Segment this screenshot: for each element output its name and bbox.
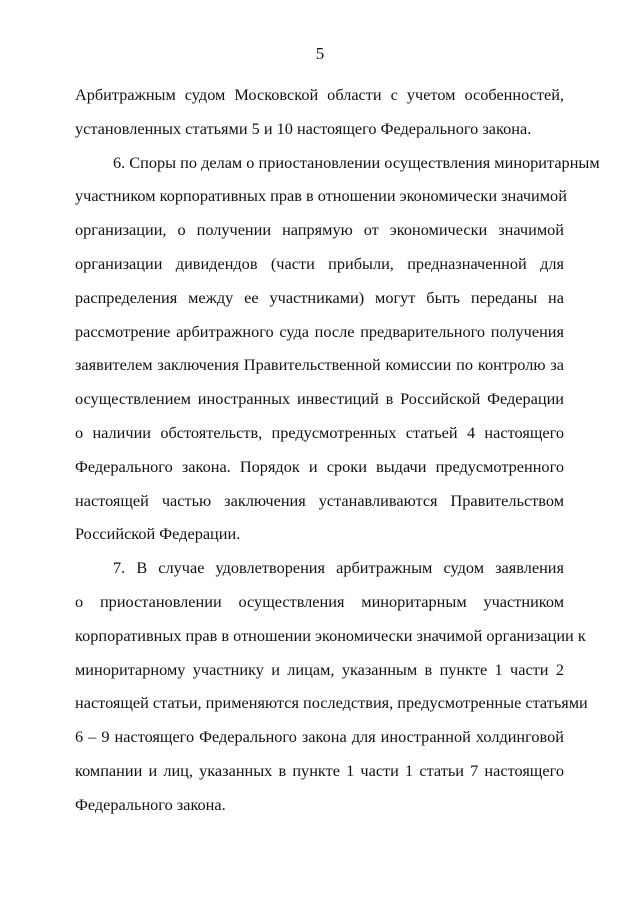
text-line: компании и лиц, указанных в пункте 1 части 1 статьи 7 настоящего	[75, 760, 564, 780]
text-line: Федерального закона.	[75, 794, 226, 814]
text-line: миноритарному участнику и лицам, указанным в пункте 1 части 2	[75, 659, 564, 679]
text-line: Российской Федерации.	[75, 524, 241, 544]
text-line: распределения между ее участниками) могут быть переданы на	[75, 287, 564, 307]
text-line: корпоративных прав в отношении экономически значимой организации к	[75, 625, 586, 645]
paragraph-item-7	[75, 551, 588, 821]
text-line: Арбитражным судом Московской области с учетом особенностей,	[75, 85, 564, 104]
text-line: настоящей статьи, применяются последствия, предусмотренные статьями	[75, 693, 588, 713]
text-line: заявителем заключения Правительственной комиссии по контролю за	[75, 355, 564, 375]
text-line: рассмотрение арбитражного суда после предварительного получения	[75, 321, 564, 341]
text-line: 6 – 9 настоящего Федерального закона для иностранной холдинговой	[75, 727, 564, 747]
paragraph-continuation	[75, 78, 564, 146]
text-line: участником корпоративных прав в отношении экономически значимой	[75, 186, 567, 206]
text-line: организации, о получении напрямую от экономически значимой	[75, 220, 564, 240]
document-body	[75, 78, 600, 822]
paragraph-item-6	[75, 146, 600, 552]
text-line: Федерального закона. Порядок и сроки выдачи предусмотренного	[75, 456, 564, 476]
text-line: осуществлением иностранных инвестиций в Российской Федерации	[75, 389, 564, 409]
text-line: установленных статьями 5 и 10 настоящего Федерального закона.	[75, 118, 532, 138]
text-line: настоящей частью заключения устанавливаются Правительством	[75, 490, 564, 510]
page-number: 5	[315, 44, 325, 63]
text-line: организации дивидендов (части прибыли, предназначенной для	[75, 253, 564, 273]
text-line: о приостановлении осуществления миноритарным участником	[75, 591, 564, 611]
text-line: о наличии обстоятельств, предусмотренных статьей 4 настоящего	[75, 422, 564, 442]
text-line: 6. Споры по делам о приостановлении осуществления миноритарным	[113, 152, 600, 172]
text-line: 7. В случае удовлетворения арбитражным судом заявления	[113, 558, 564, 578]
